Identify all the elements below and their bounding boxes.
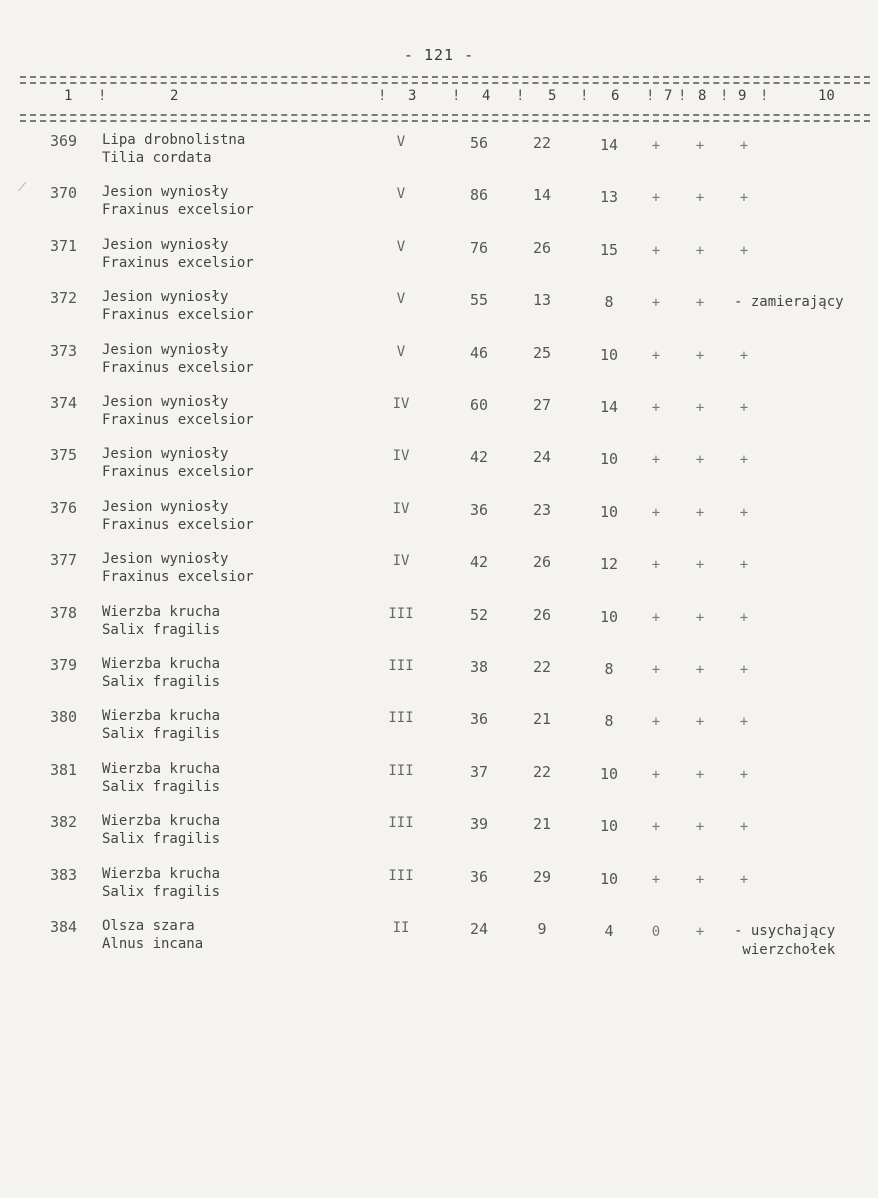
col-6-value: 14 [599, 136, 619, 154]
header-col-10: 10 [818, 88, 835, 104]
header-col-4: 4 [482, 88, 491, 104]
table-row [0, 132, 878, 184]
latin-name: Salix fragilis [102, 778, 221, 795]
col-3-value: V [396, 134, 406, 150]
col-4-value: 86 [469, 186, 489, 205]
table-row [0, 866, 878, 918]
col-6-value: 4 [604, 922, 614, 940]
col-7-value: + [651, 452, 661, 469]
col-9-value: + [739, 714, 749, 731]
col-4-value: 24 [469, 920, 489, 938]
col-5-value: 22 [532, 762, 552, 781]
row-number: 373 [50, 341, 78, 360]
col-3-value: III [388, 605, 414, 622]
col-5-value: 29 [532, 867, 552, 886]
col-4-value: 55 [469, 291, 489, 310]
col-9-value: + [739, 557, 749, 574]
col-6-value: 15 [599, 240, 619, 259]
row-number: 382 [50, 813, 78, 832]
col-3-value: V [396, 186, 406, 203]
header-sep: ! [580, 88, 589, 104]
col-4-value: 37 [469, 762, 489, 781]
common-name: Jesion wyniosły [102, 236, 229, 253]
row-number: 383 [50, 865, 78, 884]
col-6-value: 12 [599, 555, 619, 574]
col-6-value: 10 [599, 502, 619, 521]
latin-name: Salix fragilis [102, 883, 221, 900]
col-7-value: + [651, 819, 661, 836]
table-row [0, 604, 878, 656]
col-4-value: 36 [469, 710, 489, 729]
common-name: Jesion wyniosły [102, 289, 229, 306]
col-7-value: + [651, 242, 661, 259]
common-name: Jesion wyniosły [102, 394, 229, 410]
col-9-value: + [739, 504, 749, 521]
table-row [0, 446, 878, 498]
col-8-value: + [695, 242, 705, 259]
col-8-value: + [695, 452, 705, 469]
col-4-value: 46 [469, 343, 489, 362]
row-number: 377 [50, 551, 78, 570]
header-sep: ! [378, 88, 387, 104]
latin-name: Fraxinus excelsior [102, 569, 254, 586]
latin-name: Fraxinus excelsior [102, 412, 254, 428]
col-5-value: 21 [532, 815, 552, 834]
latin-name: Fraxinus excelsior [102, 307, 254, 324]
header-sep: ! [646, 88, 655, 104]
table-row [0, 289, 878, 341]
header-sep: ! [516, 88, 525, 104]
col-7-value: + [651, 609, 661, 626]
col-4-value: 36 [469, 500, 489, 519]
col-8-value: + [695, 557, 705, 574]
col-8-value: + [695, 662, 705, 678]
col-4-value: 38 [469, 658, 489, 676]
col-8-value: + [695, 295, 705, 312]
common-name: Wierzba krucha [102, 603, 221, 620]
table-row [0, 551, 878, 603]
col-3-value: III [388, 762, 414, 779]
latin-name: Tilia cordata [102, 150, 212, 166]
col-7-value: + [651, 714, 661, 731]
common-name: Wierzba krucha [102, 708, 221, 725]
common-name: Jesion wyniosły [102, 446, 229, 463]
col-10-remark: - zamierający [734, 294, 844, 311]
col-7-value: + [651, 766, 661, 783]
table-row [0, 761, 878, 813]
col-6-value: 8 [604, 293, 614, 312]
col-5-value: 21 [532, 710, 552, 729]
col-4-value: 76 [469, 238, 489, 257]
table-row [0, 656, 878, 708]
col-7-value: 0 [651, 924, 661, 940]
col-7-value: + [651, 347, 661, 364]
col-8-value: + [695, 504, 705, 521]
col-4-value: 56 [469, 134, 489, 152]
header-top-rule-2 [20, 82, 870, 84]
header-col-9: 9 [738, 88, 747, 104]
latin-name: Fraxinus excelsior [102, 464, 254, 481]
common-name: Jesion wyniosły [102, 551, 229, 568]
col-8-value: + [695, 138, 705, 154]
col-9-value: + [739, 242, 749, 259]
latin-name: Fraxinus excelsior [102, 202, 254, 219]
latin-name: Fraxinus excelsior [102, 516, 254, 533]
col-9-value: + [739, 400, 749, 416]
col-4-value: 36 [469, 867, 489, 886]
row-number: 380 [50, 708, 78, 727]
common-name: Jesion wyniosły [102, 498, 229, 515]
row-number: 376 [50, 498, 78, 517]
row-number: 381 [50, 760, 78, 779]
col-9-value: + [739, 452, 749, 469]
page-number: - 121 - [403, 46, 475, 64]
col-7-value: + [651, 400, 661, 416]
col-3-value: III [388, 867, 414, 884]
col-4-value: 42 [469, 553, 489, 572]
col-3-value: V [396, 238, 406, 255]
header-sep: ! [98, 88, 107, 104]
latin-name: Salix fragilis [102, 831, 221, 848]
col-7-value: + [651, 557, 661, 574]
col-3-value: II [392, 920, 410, 936]
col-7-value: + [651, 871, 661, 888]
col-5-value: 27 [532, 396, 552, 414]
col-7-value: + [651, 662, 661, 678]
col-6-value: 10 [599, 817, 619, 836]
table-header [0, 88, 878, 108]
table-row [0, 813, 878, 865]
header-col-7: 7 [664, 88, 673, 104]
col-4-value: 52 [469, 605, 489, 624]
latin-name: Salix fragilis [102, 621, 221, 638]
row-number: 375 [50, 446, 78, 465]
header-bottom-rule [20, 114, 870, 116]
table-row [0, 184, 878, 236]
row-number: 371 [50, 236, 78, 255]
col-5-value: 9 [537, 920, 547, 938]
col-3-value: V [396, 291, 406, 308]
header-sep: ! [452, 88, 461, 104]
header-col-5: 5 [548, 88, 557, 104]
header-col-3: 3 [408, 88, 417, 104]
col-8-value: + [695, 714, 705, 731]
margin-mark: ⟋ [18, 180, 27, 194]
col-9-value: + [739, 662, 749, 678]
col-4-value: 39 [469, 815, 489, 834]
col-6-value: 10 [599, 450, 619, 469]
col-9-value: + [739, 871, 749, 888]
col-3-value: III [388, 710, 414, 727]
row-number: 369 [50, 132, 78, 150]
table-row [0, 237, 878, 289]
col-7-value: + [651, 190, 661, 207]
header-sep: ! [720, 88, 729, 104]
col-6-value: 10 [599, 869, 619, 888]
common-name: Wierzba krucha [102, 865, 221, 882]
col-9-value: + [739, 190, 749, 207]
col-5-value: 14 [532, 186, 552, 205]
col-9-value: + [739, 819, 749, 836]
table-row [0, 499, 878, 551]
col-5-value: 23 [532, 500, 552, 519]
col-4-value: 42 [469, 448, 489, 467]
col-5-value: 24 [532, 448, 552, 467]
col-5-value: 26 [532, 605, 552, 624]
col-7-value: + [651, 138, 661, 154]
header-bottom-rule-2 [20, 120, 870, 122]
common-name: Jesion wyniosły [102, 184, 229, 201]
row-number: 378 [50, 603, 78, 622]
row-number: 384 [50, 918, 78, 936]
col-8-value: + [695, 924, 705, 940]
col-3-value: IV [392, 396, 410, 412]
col-6-value: 10 [599, 764, 619, 783]
col-6-value: 14 [599, 398, 619, 416]
header-col-2: 2 [170, 88, 179, 104]
col-3-value: III [388, 658, 414, 674]
common-name: Olsza szara [102, 918, 195, 934]
col-3-value: IV [392, 500, 410, 517]
header-sep: ! [678, 88, 687, 104]
col-8-value: + [695, 766, 705, 783]
col-10-remark: - usychający wierzchołek [734, 923, 836, 958]
col-6-value: 8 [604, 712, 614, 731]
table-row [0, 394, 878, 446]
latin-name: Salix fragilis [102, 674, 221, 690]
col-9-value: + [739, 609, 749, 626]
row-number: 374 [50, 394, 78, 412]
col-8-value: + [695, 400, 705, 416]
header-col-1: 1 [64, 88, 73, 104]
col-9-value: + [739, 766, 749, 783]
header-col-6: 6 [611, 88, 620, 104]
header-top-rule [20, 76, 870, 78]
col-6-value: 8 [604, 660, 614, 678]
row-number: 372 [50, 289, 78, 308]
col-5-value: 22 [532, 134, 552, 152]
latin-name: Fraxinus excelsior [102, 359, 254, 376]
col-3-value: V [396, 343, 406, 360]
table-row [0, 918, 878, 970]
col-6-value: 10 [599, 607, 619, 626]
col-8-value: + [695, 609, 705, 626]
col-8-value: + [695, 871, 705, 888]
common-name: Jesion wyniosły [102, 341, 229, 358]
col-8-value: + [695, 819, 705, 836]
col-5-value: 22 [532, 658, 552, 676]
row-number: 379 [50, 656, 78, 674]
col-3-value: III [388, 815, 414, 832]
latin-name: Alnus incana [102, 936, 204, 952]
table-row [0, 342, 878, 394]
latin-name: Fraxinus excelsior [102, 254, 254, 271]
header-col-8: 8 [698, 88, 707, 104]
common-name: Wierzba krucha [102, 656, 221, 672]
col-8-value: + [695, 190, 705, 207]
col-9-value: + [739, 138, 749, 154]
common-name: Lipa drobnolistna [102, 132, 246, 148]
latin-name: Salix fragilis [102, 726, 221, 743]
col-7-value: + [651, 295, 661, 312]
header-sep: ! [760, 88, 769, 104]
common-name: Wierzba krucha [102, 760, 221, 777]
col-8-value: + [695, 347, 705, 364]
col-4-value: 60 [469, 396, 489, 414]
common-name: Wierzba krucha [102, 813, 221, 830]
row-number: 370 [50, 184, 78, 203]
col-5-value: 25 [532, 343, 552, 362]
col-9-value: + [739, 347, 749, 364]
table-row [0, 708, 878, 760]
col-6-value: 13 [599, 188, 619, 207]
col-3-value: IV [392, 448, 410, 465]
col-6-value: 10 [599, 345, 619, 364]
col-5-value: 26 [532, 238, 552, 257]
col-5-value: 26 [532, 553, 552, 572]
col-7-value: + [651, 504, 661, 521]
col-5-value: 13 [532, 291, 552, 310]
col-3-value: IV [392, 553, 410, 570]
